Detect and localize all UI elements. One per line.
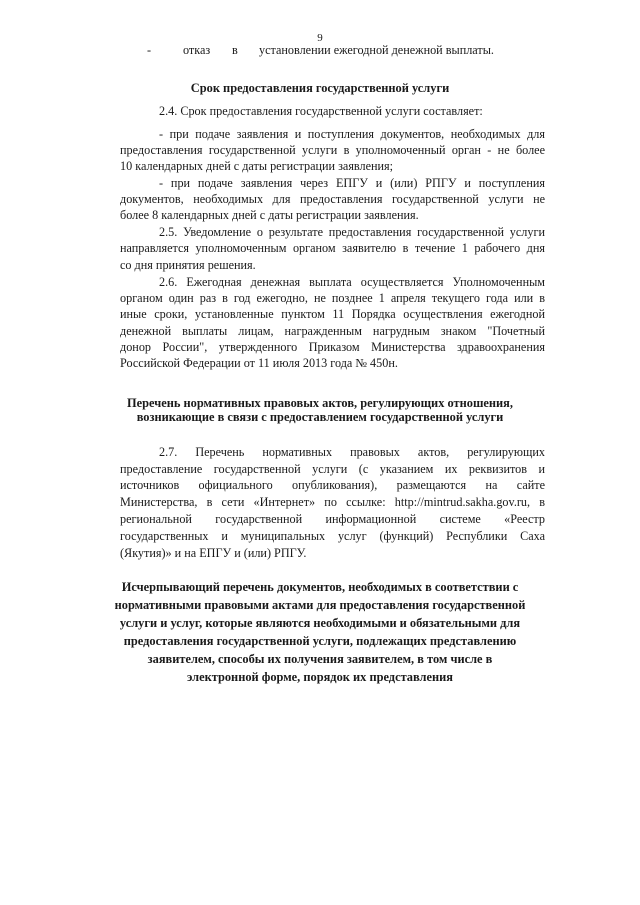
section-heading-term: Срок предоставления государственной услуги [190, 81, 450, 95]
paragraph-2-6-line-5: донор России", утвержденного Приказом Министерства здравоохранения [120, 340, 545, 354]
paragraph-2-5-line-2: направляется уполномоченным органом заявителю в течение 1 рабочего дня [120, 241, 545, 255]
section-heading-documents-line-2: нормативными правовыми актами для предоставления государственной [114, 598, 526, 612]
bullet-dash: - [147, 43, 152, 57]
section-heading-documents-line-6: электронной форме, порядок их представления [187, 670, 453, 684]
paragraph-2-4-bullet-1-line-1: - при подаче заявления и поступления документов, необходимых для [159, 127, 545, 141]
paragraph-2-6-line-1: 2.6. Ежегодная денежная выплата осуществляется Уполномоченным [159, 275, 545, 289]
paragraph-2-7-line-7: (Якутия)» и на ЕПГУ и (или) РПГУ. [120, 546, 307, 560]
paragraph-2-5-line-3: со дня принятия решения. [120, 258, 256, 272]
top-item-word-3: установлении ежегодной денежной выплаты. [259, 43, 494, 57]
paragraph-2-4-bullet-1-line-2: предоставления государственной услуги в уполномоченный орган - не более [120, 143, 545, 157]
paragraph-2-6-line-4: денежной выплаты лицам, награжденным нагрудным знаком "Почетный [120, 324, 545, 338]
section-heading-documents-line-5: заявителем, способы их получения заявителем, в том числе в [147, 652, 493, 666]
section-heading-documents-line-1: Исчерпывающий перечень документов, необходимых в соответствии с [121, 580, 519, 594]
paragraph-2-6-line-6: Российской Федерации от 11 июля 2013 года № 450н. [120, 356, 398, 370]
paragraph-2-4-bullet-2-line-2: документов, необходимых для предоставления государственной услуги не [120, 192, 545, 206]
paragraph-2-7-line-5: региональной государственной информационной системе «Реестр [120, 512, 545, 526]
top-item-word-1: отказ [183, 43, 211, 57]
section-heading-documents-line-3: услуги и услуг, которые являются необходимыми и обязательными для [119, 616, 521, 630]
paragraph-2-6-line-3: иные сроки, установленные пунктом 11 Порядка осуществления ежегодной [120, 307, 545, 321]
section-heading-legal-acts-line-1: Перечень нормативных правовых актов, регулирующих отношения, [127, 396, 513, 410]
section-heading-legal-acts-line-2: возникающие в связи с предоставлением государственной услуги [136, 410, 504, 424]
paragraph-2-4-bullet-2-line-3: более 8 календарных дней с даты регистрации заявления. [120, 208, 419, 222]
paragraph-2-6-line-2: органом один раз в год ежегодно, не позднее 1 апреля текущего года или в [120, 291, 545, 305]
paragraph-2-4-bullet-2-line-1: - при подаче заявления через ЕПГУ и (или) РПГУ и поступления [159, 176, 545, 190]
paragraph-2-7-line-1: 2.7. Перечень нормативных правовых актов, регулирующих [159, 445, 545, 459]
paragraph-2-4-bullet-1-line-3: 10 календарных дней с даты регистрации заявления; [120, 159, 394, 173]
paragraph-2-7-line-6: государственных и муниципальных услуг (функций) Республики Саха [120, 529, 545, 543]
paragraph-2-7-line-3: источников официального опубликования), размещаются на сайте [120, 478, 545, 492]
paragraph-2-4-line-1: 2.4. Срок предоставления государственной услуги составляет: [159, 104, 483, 118]
paragraph-2-7-line-4: Министерства, в сети «Интернет» по ссылке: http://mintrud.sakha.gov.ru, в [120, 495, 545, 509]
top-item-word-2: в [232, 43, 238, 57]
section-heading-documents-line-4: предоставления государственной услуги, подлежащих представлению [123, 634, 517, 648]
page-number: 9 [317, 32, 323, 44]
paragraph-2-5-line-1: 2.5. Уведомление о результате предоставления государственной услуги [159, 225, 545, 239]
paragraph-2-7-line-2: предоставление государственной услуги (с указанием их реквизитов и [120, 462, 545, 476]
